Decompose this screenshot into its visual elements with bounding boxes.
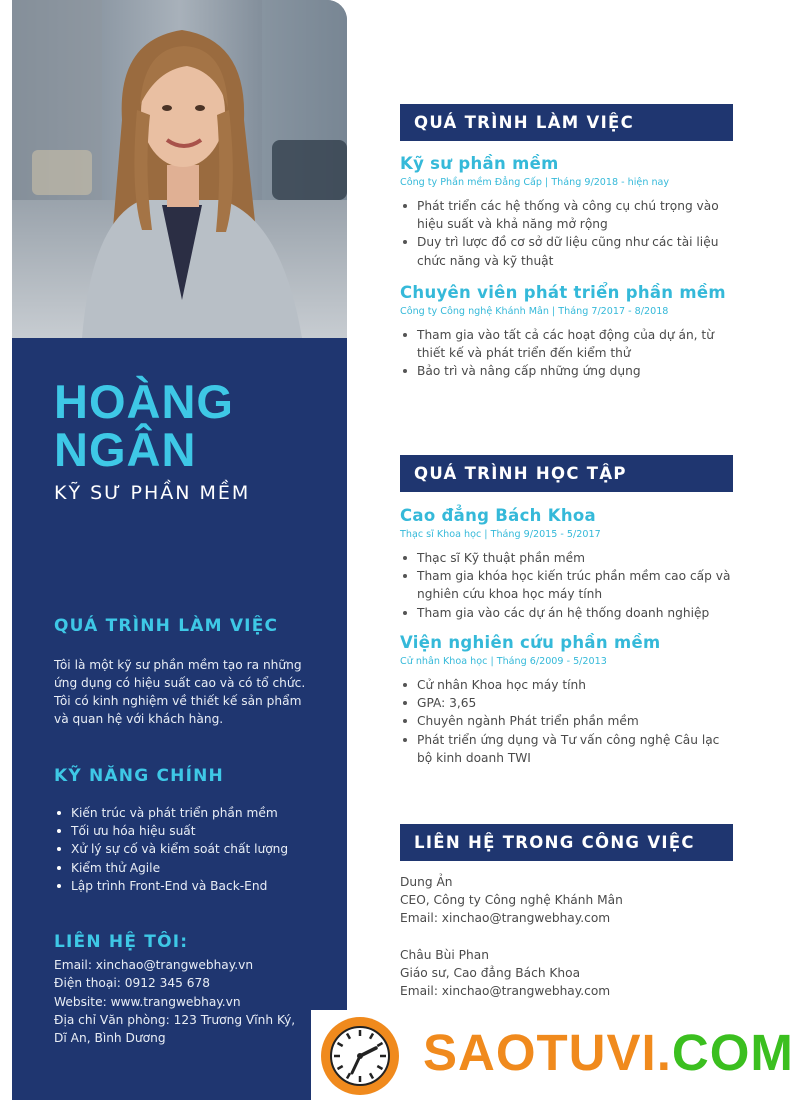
job-subtitle: Công ty Công nghệ Khánh Mân | Tháng 7/2017 - 8/2018 <box>400 306 669 317</box>
contact-address: Địa chỉ Văn phòng: 123 Trương Vĩnh Ký, Dĩ An, Bình Dương <box>54 1012 296 1046</box>
portrait-photo <box>12 0 347 338</box>
school-subtitle: Cử nhân Khoa học | Tháng 6/2009 - 5/2013 <box>400 656 607 667</box>
reference-name: Dung Ản <box>400 875 453 889</box>
name-line-1: HOÀNG <box>54 375 234 428</box>
watermark-main: SAOTUVI <box>423 1024 657 1081</box>
skills-heading: KỸ NĂNG CHÍNH <box>54 766 224 786</box>
list-item: Chuyên ngành Phát triển phần mềm <box>400 712 735 730</box>
list-item: Tham gia khóa học kiến trúc phần mềm cao cấp và nghiên cứu khoa học máy tính <box>400 567 735 603</box>
list-item: Lập trình Front-End và Back-End <box>54 877 288 895</box>
job-bullets <box>400 326 740 381</box>
about-heading: QUÁ TRÌNH LÀM VIỆC <box>54 616 279 636</box>
job-subtitle: Công ty Phần mềm Đẳng Cấp | Tháng 9/2018 - hiện nay <box>400 177 670 188</box>
list-item: Phát triển các hệ thống và công cụ chú trọng vào hiệu suất và khả năng mở rộng <box>400 197 735 233</box>
reference-entry <box>400 873 623 928</box>
profile-panel <box>12 338 347 1100</box>
contact-phone: Điện thoại: 0912 345 678 <box>54 976 211 991</box>
education-heading: QUÁ TRÌNH HỌC TẬP <box>400 455 733 492</box>
list-item: Cử nhân Khoa học máy tính <box>400 676 735 694</box>
contact-details <box>54 956 299 1047</box>
job-title: Kỹ sư phần mềm <box>400 154 559 173</box>
list-item: Duy trì lược đồ cơ sở dữ liệu cũng như các tài liệu chức năng và kỹ thuật <box>400 233 735 269</box>
reference-name: Châu Bùi Phan <box>400 948 489 962</box>
school-title: Cao đẳng Bách Khoa <box>400 506 596 525</box>
job-title: Chuyên viên phát triển phần mềm <box>400 283 726 302</box>
contact-website: Website: www.trangwebhay.vn <box>54 994 241 1009</box>
job-entry <box>400 283 740 381</box>
watermark-tld: COM <box>671 1024 794 1081</box>
job-entry <box>400 154 740 270</box>
watermark-banner <box>311 1010 800 1100</box>
list-item: Kiểm thử Agile <box>54 859 288 877</box>
school-bullets <box>400 549 740 622</box>
list-item: Xử lý sự cố và kiểm soát chất lượng <box>54 840 288 858</box>
about-text: Tôi là một kỹ sư phần mềm tạo ra những ứng dụng có hiệu suất cao và có tổ chức. Tôi có kinh nghiệm về thiết kế sản phẩm và quan hệ với khách hàng. <box>54 658 306 726</box>
contact-heading: LIÊN HỆ TÔI: <box>54 932 189 952</box>
school-bullets <box>400 676 740 767</box>
watermark-dot: . <box>656 1024 672 1081</box>
left-column <box>12 0 347 1100</box>
reference-position: Giáo sư, Cao đẳng Bách Khoa <box>400 966 581 981</box>
job-role: KỸ SƯ PHẦN MỀM <box>54 482 251 504</box>
reference-entry <box>400 946 610 1001</box>
list-item: Tham gia vào các dự án hệ thống doanh nghiệp <box>400 604 735 622</box>
list-item: Tham gia vào tất cả các hoạt động của dự án, từ thiết kế và phát triển đến kiểm thử <box>400 326 735 362</box>
reference-email: Email: xinchao@trangwebhay.com <box>400 984 611 999</box>
reference-position: CEO, Công ty Công nghệ Khánh Mân <box>400 893 623 908</box>
education-entry <box>400 633 740 767</box>
list-item: Bảo trì và nâng cấp những ứng dụng <box>400 362 735 380</box>
work-heading: QUÁ TRÌNH LÀM VIỆC <box>400 104 733 141</box>
clock-logo-icon <box>319 1015 401 1097</box>
skills-list <box>54 804 288 895</box>
contact-email: Email: xinchao@trangwebhay.vn <box>54 958 254 972</box>
person-name <box>54 375 234 476</box>
list-item: GPA: 3,65 <box>400 694 735 712</box>
list-item: Kiến trúc và phát triển phần mềm <box>54 804 288 822</box>
reference-email: Email: xinchao@trangwebhay.com <box>400 911 611 926</box>
list-item: Phát triển ứng dụng và Tư vấn công nghệ Câu lạc bộ kinh doanh TWI <box>400 731 735 767</box>
job-bullets <box>400 197 740 270</box>
watermark-text <box>423 1023 794 1083</box>
list-item: Thạc sĩ Kỹ thuật phần mềm <box>400 549 735 567</box>
school-title: Viện nghiên cứu phần mềm <box>400 633 661 652</box>
school-subtitle: Thạc sĩ Khoa học | Tháng 9/2015 - 5/2017 <box>400 529 601 540</box>
name-line-2: NGÂN <box>54 423 197 476</box>
references-heading: LIÊN HỆ TRONG CÔNG VIỆC <box>400 824 733 861</box>
list-item: Tối ưu hóa hiệu suất <box>54 822 288 840</box>
education-entry <box>400 506 740 622</box>
